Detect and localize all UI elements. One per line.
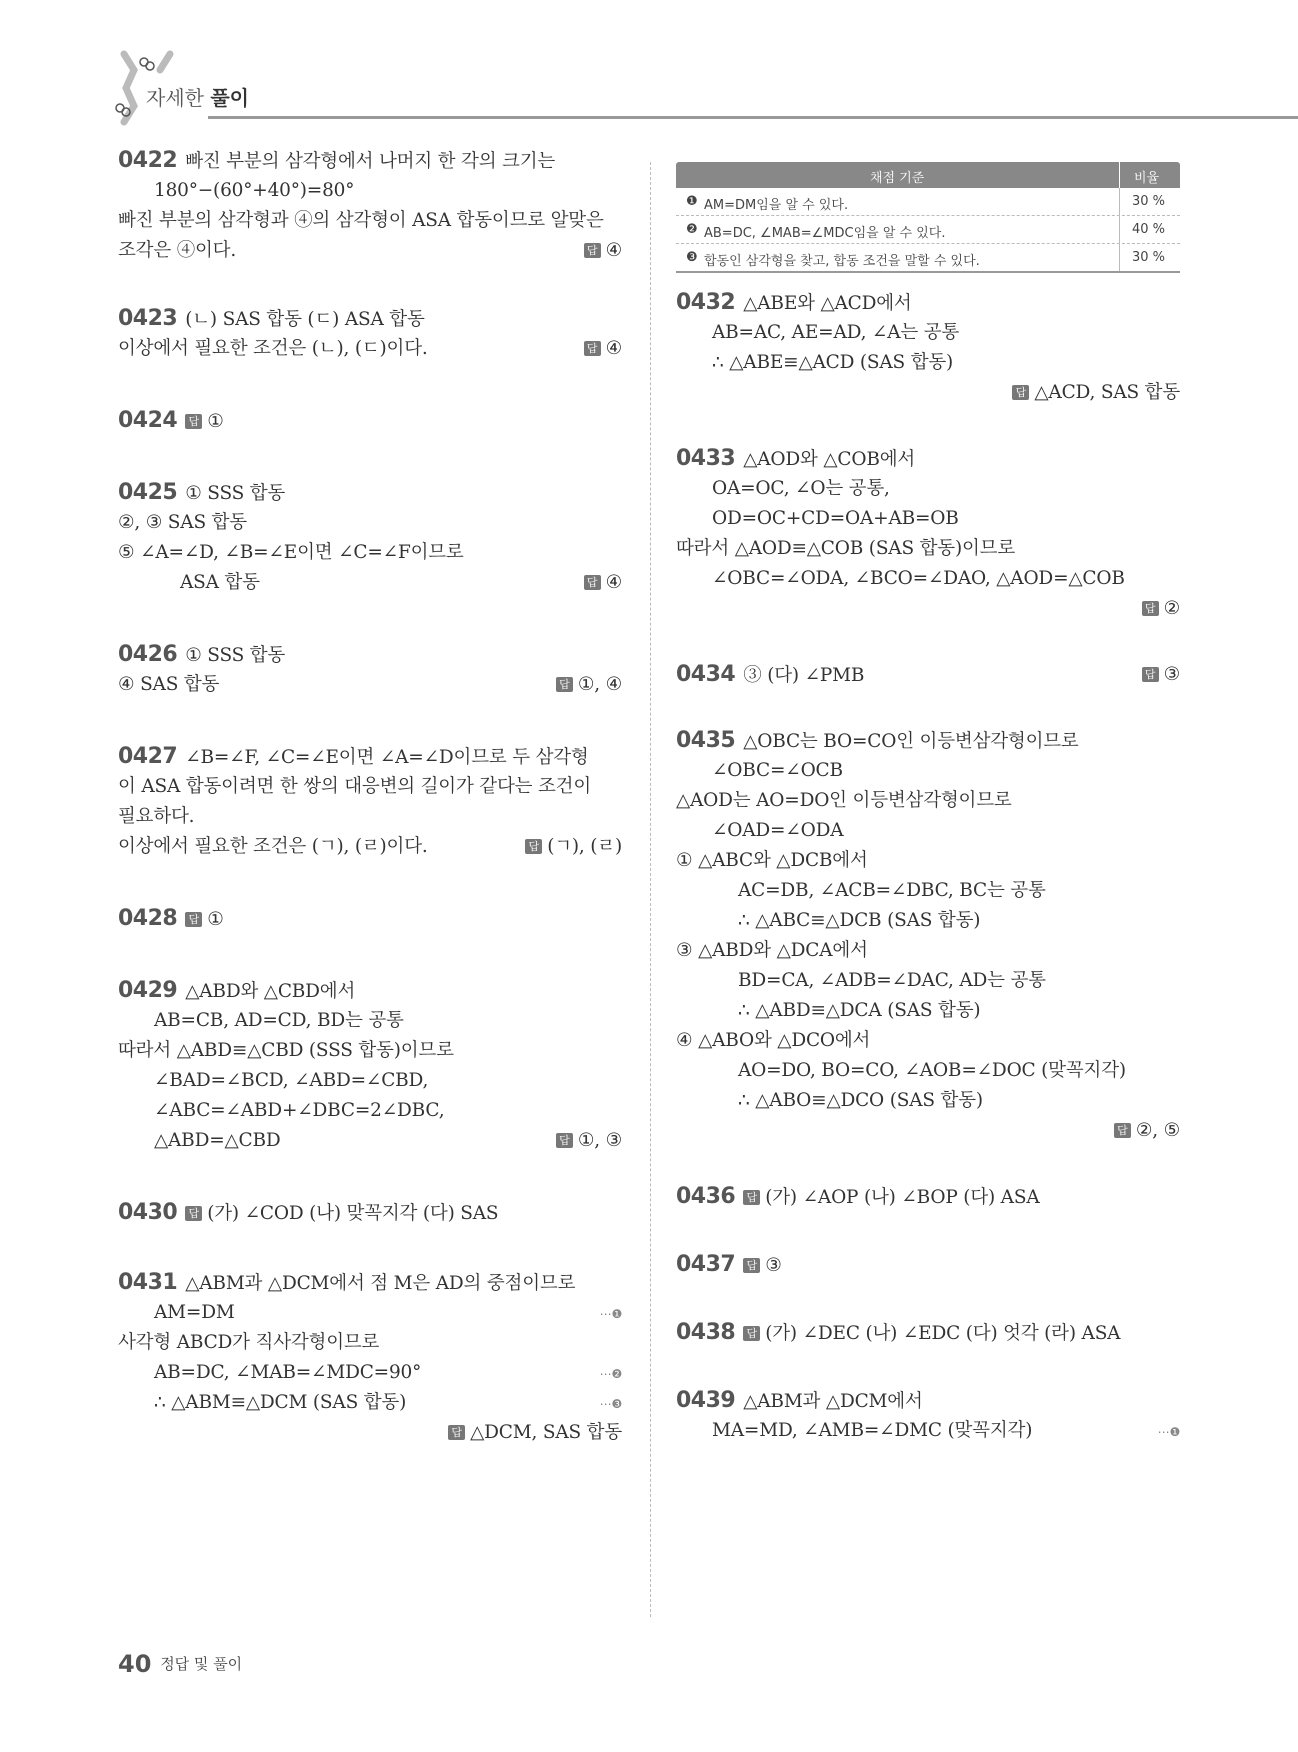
solution-line [712,568,1125,590]
line-text: 180°−(60°+40°)=80° [154,180,355,201]
column-divider [650,162,651,1617]
solution-line [676,1390,923,1413]
scoring-row: ❸ 합동인 삼각형을 찾고, 합동 조건을 말할 수 있다. 30 % [676,244,1180,273]
solution-line [738,880,1046,902]
line-text: ① SSS 합동 [185,483,286,504]
solution-line [118,644,285,667]
solution-line [712,508,959,530]
scoring-table [676,162,1180,273]
line-text: ∠ABC=∠ABD+∠DBC=2∠DBC, [154,1100,445,1121]
solution-line [738,1090,983,1112]
criterion-header: 채점 기준 [870,171,925,186]
line-text: ① SSS 합동 [185,645,286,666]
problem-number: 0424 [118,408,178,433]
solution-line [118,240,236,262]
solution-line [154,1130,281,1152]
answer [556,674,622,696]
line-text: ∴ △ABE≡△ACD (SAS 합동) [712,352,954,373]
solution-line [118,1040,454,1062]
line-text: AC=DB, ∠ACB=∠DBC, BC는 공통 [738,880,1046,901]
line-text: △ABM과 △DCM에서 점 M은 AD의 중점이므로 [185,1273,576,1294]
answer [556,1130,622,1152]
line-text: ∠OBC=∠OCB [712,760,843,781]
line-text: 조각은 ④이다. [118,240,237,261]
solution-line [118,1202,498,1225]
answer-marker-icon: 답 [185,912,202,927]
problem-number: 0433 [676,446,736,471]
line-text: ④ SAS 합동 [118,674,220,695]
answer-marker-icon: 답 [743,1326,760,1341]
solution-line [118,308,425,331]
solution-line [676,1186,1039,1209]
solution-line [676,850,868,872]
solution-line [676,448,915,471]
problem-number: 0431 [118,1270,178,1295]
line-text: △AOD와 △COB에서 [743,449,916,470]
solution-line [118,150,555,173]
line-text: 빠진 부분의 삼각형과 ④의 삼각형이 ASA 합동이므로 알맞은 [118,210,604,231]
answer-marker-icon: 답 [525,839,542,854]
solution-line [118,674,219,696]
step-marker: ⋯❷ [599,1367,622,1381]
line-text: △OBC는 BO=CO인 이등변삼각형이므로 [743,731,1079,752]
line-text: ∠B=∠F, ∠C=∠E이면 ∠A=∠D이므로 두 삼각형 [185,747,589,768]
line-text: AB=DC, ∠MAB=∠MDC=90° [154,1362,422,1383]
line-text: ②, ③ SAS 합동 [118,512,247,533]
problem-number: 0426 [118,642,178,667]
line-text: 빠진 부분의 삼각형에서 나머지 한 각의 크기는 [185,151,556,172]
page-footer [118,1650,242,1678]
solution-line [118,338,428,360]
solution-line [712,322,959,344]
page-number: 40 [118,1650,152,1678]
solution-line [118,410,224,433]
answer [584,240,622,262]
solution-line [738,1060,1126,1082]
problem-number: 0423 [118,306,178,331]
line-text: ∴ △ABO≡△DCO (SAS 합동) [738,1090,983,1111]
solution-line [676,1254,782,1277]
line-text: △ABD와 △CBD에서 [185,981,356,1002]
line-text: (가) ∠COD (나) 맞꼭지각 (다) SAS [207,1203,499,1224]
answer-value: ① [207,909,224,930]
solution-line [154,1302,235,1324]
step-marker: ⋯❸ [599,1397,622,1411]
solution-line [676,940,868,962]
answer-marker-icon: 답 [1142,667,1159,682]
solution-line [118,482,285,505]
answer-value: ①, ③ [577,1130,622,1151]
solution-line [154,1100,444,1122]
solution-line [154,1392,406,1414]
problem-number: 0429 [118,978,178,1003]
line-text: BD=CA, ∠ADB=∠DAC, AD는 공통 [738,970,1046,991]
answer-value: ④ [605,240,622,261]
line-text: △ABE와 △ACD에서 [743,293,912,314]
line-text: OA=OC, ∠O는 공통, [712,478,890,499]
answer [1012,382,1180,404]
line-text: AB=CB, AD=CD, BD는 공통 [154,1010,404,1031]
line-text: 따라서 △AOD≡△COB (SAS 합동)이므로 [676,538,1015,559]
line-text: △AOD는 AO=DO인 이등변삼각형이므로 [676,790,1012,811]
line-text: ∴ △ABM≡△DCM (SAS 합동) [154,1392,407,1413]
problem-number: 0436 [676,1184,736,1209]
answer-marker-icon: 답 [584,575,601,590]
line-text: ∴ △ABC≡△DCB (SAS 합동) [738,910,981,931]
problem-number: 0422 [118,148,178,173]
line-text: ③ △ABD와 △DCA에서 [676,940,868,961]
line-text: 이상에서 필요한 조건은 (ㄴ), (ㄷ)이다. [118,338,428,359]
answer-value: △ACD, SAS 합동 [1034,382,1180,403]
answer-marker-icon: 답 [1012,385,1029,400]
solution-line [118,980,355,1003]
answer-value: ③ [1163,664,1180,685]
solution-line [118,908,224,931]
answer-marker-icon: 답 [1142,601,1159,616]
scoring-row: ❶ AM=DM임을 알 수 있다. 30 % [676,188,1180,216]
line-text: ∠OAD=∠ODA [712,820,844,841]
answer-marker-icon: 답 [556,1133,573,1148]
answer-value: ②, ⑤ [1135,1120,1180,1141]
problem-number: 0439 [676,1388,736,1413]
answer-value: ② [1163,598,1180,619]
answer-marker-icon: 답 [743,1190,760,1205]
answer-value: ④ [605,338,622,359]
solution-line [118,1332,379,1354]
solution-line [180,572,260,594]
problem-number: 0437 [676,1252,736,1277]
line-text: 따라서 △ABD≡△CBD (SSS 합동)이므로 [118,1040,454,1061]
page-title: 자세한 풀이 [146,86,249,110]
line-text: (ㄴ) SAS 합동 (ㄷ) ASA 합동 [185,309,425,330]
solution-line [676,292,912,315]
solution-line [118,1272,575,1295]
solution-line [712,1420,1032,1442]
line-text: AM=DM [154,1302,235,1323]
solution-line [676,664,864,687]
answer-marker-icon: 답 [185,1206,202,1221]
solution-line [676,538,1015,560]
solution-line [118,210,604,232]
line-text: △ABM과 △DCM에서 [743,1391,923,1412]
scoring-table-header [676,162,1180,188]
page-header [112,48,1298,128]
line-text: AO=DO, BO=CO, ∠AOB=∠DOC (맞꼭지각) [738,1060,1126,1081]
answer [525,836,622,858]
problem-number: 0435 [676,728,736,753]
answer [1142,664,1180,686]
line-text: ④ △ABO와 △DCO에서 [676,1030,871,1051]
line-text: 필요하다. [118,806,195,827]
answer-marker-icon: 답 [584,243,601,258]
line-text: (가) ∠DEC (나) ∠EDC (다) 엇각 (라) ASA [765,1323,1121,1344]
solution-line [712,820,843,842]
solution-line [712,478,890,500]
problem-number: 0432 [676,290,736,315]
answer-value: (ㄱ), (ㄹ) [547,836,622,857]
solution-line [154,1362,421,1384]
answer-marker-icon: 답 [1114,1123,1131,1138]
ratio-header: 비율 [1134,171,1160,186]
solution-line [154,1070,428,1092]
answer [1114,1120,1180,1142]
answer [584,338,622,360]
header-rule [208,116,1298,119]
line-text: ③ (다) ∠PMB [743,665,865,686]
scoring-row: ❷ AB=DC, ∠MAB=∠MDC임을 알 수 있다. 40 % [676,216,1180,244]
solution-line [712,352,953,374]
solution-line [118,806,194,828]
answer-value: ③ [765,1255,782,1276]
answer-value: ①, ④ [577,674,622,695]
step-marker: ⋯❶ [599,1307,622,1321]
line-text: ASA 합동 [180,572,260,593]
line-text: (가) ∠AOP (나) ∠BOP (다) ASA [765,1187,1040,1208]
solution-line [118,776,591,798]
line-text: ⑤ ∠A=∠D, ∠B=∠E이면 ∠C=∠F이므로 [118,542,464,563]
answer-marker-icon: 답 [185,414,202,429]
problem-number: 0425 [118,480,178,505]
solution-line [738,1000,980,1022]
solution-line [154,1010,404,1032]
line-text: 이 ASA 합동이려면 한 쌍의 대응변의 길이가 같다는 조건이 [118,776,592,797]
answer-value: ① [207,411,224,432]
line-text: 이상에서 필요한 조건은 (ㄱ), (ㄹ)이다. [118,836,428,857]
problem-number: 0434 [676,662,736,687]
line-text: 사각형 ABCD가 직사각형이므로 [118,1332,380,1353]
solution-line [738,910,980,932]
solution-line [676,1030,870,1052]
line-text: △ABD=△CBD [154,1130,281,1151]
solution-line [118,512,247,534]
answer [584,572,622,594]
line-text: ∠OBC=∠ODA, ∠BCO=∠DAO, △AOD=△COB [712,568,1125,589]
line-text: ∠BAD=∠BCD, ∠ABD=∠CBD, [154,1070,429,1091]
line-text: MA=MD, ∠AMB=∠DMC (맞꼭지각) [712,1420,1033,1441]
answer-value: △DCM, SAS 합동 [470,1422,622,1443]
solution-line [676,1322,1120,1345]
solution-line [118,542,464,564]
answer-value: ④ [605,572,622,593]
line-text: ∴ △ABD≡△DCA (SAS 합동) [738,1000,981,1021]
line-text: ① △ABC와 △DCB에서 [676,850,868,871]
solution-line [712,760,843,782]
answer-marker-icon: 답 [556,677,573,692]
problem-number: 0438 [676,1320,736,1345]
solution-line [676,790,1012,812]
step-marker: ⋯❶ [1157,1425,1180,1439]
answer-marker-icon: 답 [584,341,601,356]
problem-number: 0430 [118,1200,178,1225]
solution-line [118,836,428,858]
solution-line [676,730,1079,753]
footer-label: 정답 및 풀이 [160,1655,243,1673]
problem-number: 0427 [118,744,178,769]
solution-line [154,180,354,202]
solution-line [738,970,1046,992]
line-text: AB=AC, AE=AD, ∠A는 공통 [712,322,960,343]
solution-line [118,746,589,769]
answer-marker-icon: 답 [448,1425,465,1440]
problem-number: 0428 [118,906,178,931]
answer [1142,598,1180,620]
answer [448,1422,622,1444]
line-text: OD=OC+CD=OA+AB=OB [712,508,959,529]
answer-marker-icon: 답 [743,1258,760,1273]
